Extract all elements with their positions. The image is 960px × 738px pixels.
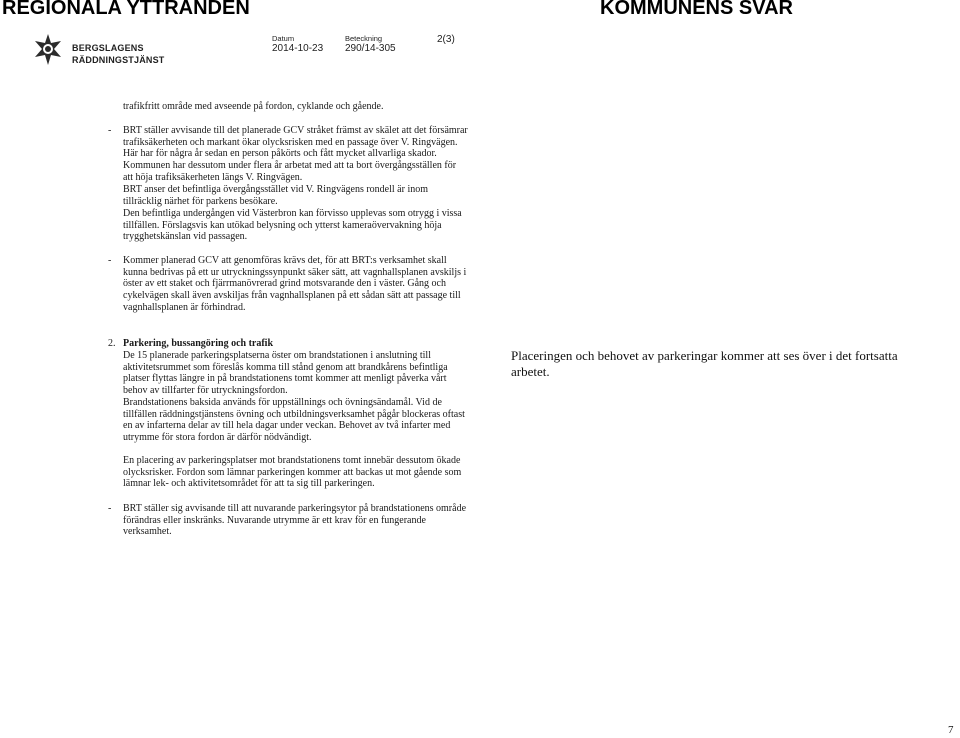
section-heading: Parkering, bussangöring och trafik	[123, 338, 274, 349]
reference-label: Beteckning	[345, 34, 383, 43]
reference-block	[345, 34, 396, 55]
header-regional-statements: REGIONALA YTTRANDEN	[2, 0, 250, 19]
bullet-dash-2: -	[108, 255, 112, 266]
section-paragraph-3: En placering av parkeringsplatser mot brandstationens tomt innebär dessutom ökade olycksrisker. Fordon som lämnar parkeringen kommer att backas ut mot gående som lämnar lek- och aktivitetsområdet för att ta sig till parkeringen.	[123, 455, 462, 490]
bullet-dash-3: -	[108, 503, 112, 514]
bullet-3-text: BRT ställer sig avvisande till att nuvarande parkeringsytor på brandstationens område förändras eller inskränks. Nuvarande utrymme är ett krav för en fungerande verksamhet.	[123, 503, 467, 538]
section-paragraph-2: Brandstationens baksida används för uppställnings och övningsändamål. Vid de tillfällen räddningstjänstens övning och utbildningsverksamhet pågår blockeras oftast en av infarterna delar av till hela dagar under veckan. Behovet av två infarter med utrymme för stora fordon är därför nödvändigt.	[123, 397, 465, 444]
star-crest-icon	[32, 33, 64, 67]
reference-value: 290/14-305	[345, 43, 396, 54]
date-value: 2014-10-23	[272, 43, 324, 54]
section-number: 2.	[108, 338, 116, 349]
org-line-2: RÄDDNINGSTJÄNST	[72, 55, 165, 65]
header-municipality-response: KOMMUNENS SVAR	[600, 0, 793, 19]
page-fraction: 2(3)	[437, 34, 455, 45]
section-paragraph-1: De 15 planerade parkeringsplatserna öster om brandstationen i anslutning till aktivitetsrummet som föreslås komma till stånd genom att brandkårens befintliga platser flyttas längre in på brandstationens tomt kommer att menligt påverka vårt behov av tillfarter för utryckningsfordon.	[123, 350, 448, 397]
municipality-response-text: Placeringen och behovet av parkeringar kommer att ses över i det fortsatta arbetet.	[511, 348, 898, 379]
date-block	[272, 34, 323, 55]
org-line-1: BERGSLAGENS	[72, 43, 144, 53]
bullet-dash-1: -	[108, 125, 112, 136]
organization-name	[72, 42, 165, 66]
bullet-1-text: BRT ställer avvisande till det planerade GCV stråket främst av skälet att det försämrar trafiksäkerheten och markant ökar olycksrisken med en passage över V. Ringvägen. Här har för några år sedan en person påkörts och fått mycket allvarliga skador. Kommunen har dessutom under flera år arbetat med att ta bort övergångsställen för att höja trafiksäkerheten längs V. Ringvägen.	[123, 125, 468, 183]
bullet-1-text-3: Den befintliga undergången vid Västerbron kan förvisso upplevas som otrygg i vissa tillfällen. Förslagsvis kan utökad belysning och ytterst kameraövervakning höja trygghetskänslan vid passagen.	[123, 208, 462, 243]
bullet-2-text: Kommer planerad GCV att genomföras krävs det, för att BRT:s verksamhet skall kunna bedrivas på ett ur utryckningssynpunkt säker sätt, att vagnhallsplanen avskiljs i öster av ett staket och fjärrmanövrerad grind motsvarande den i väster. Gång och cykelvägen skall även avskiljas från vagnhallsplanen på ett sådan sätt att passage till vagnhallsplanen är förhindrad.	[123, 255, 467, 313]
intro-paragraph: trafikfritt område med avseende på fordon, cyklande och gående.	[123, 101, 384, 112]
page-number: 7	[948, 724, 954, 736]
date-label: Datum	[272, 34, 295, 43]
bullet-1-text-2: BRT anser det befintliga övergångsstället vid V. Ringvägens rondell är inom tillräcklig närhet för parkens besökare.	[123, 184, 428, 207]
